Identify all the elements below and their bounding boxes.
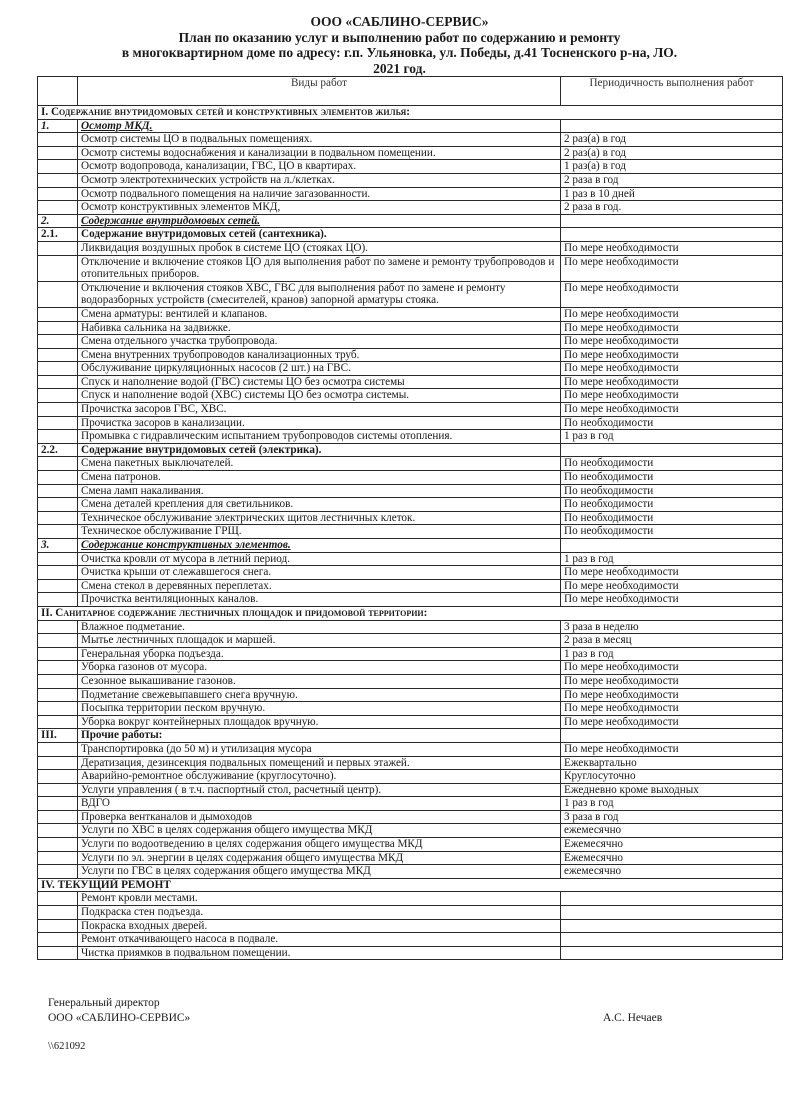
row-number — [38, 201, 78, 215]
signer-name: А.С. Нечаев — [603, 1012, 663, 1024]
work-period: Ежемесячно — [561, 838, 783, 852]
table-row — [38, 933, 783, 947]
subsection-title — [78, 729, 561, 743]
work-period: По мере необходимости — [561, 335, 783, 349]
row-number — [38, 906, 78, 920]
row-number: 3. — [38, 539, 78, 553]
work-description: Обслуживание циркуляционных насосов (2 шт.) на ГВС. — [78, 362, 561, 376]
subsection-label: Содержание внутридомовых сетей. — [81, 214, 261, 227]
row-number: 1. — [38, 119, 78, 133]
bold-row — [38, 729, 783, 743]
table-row — [38, 906, 783, 920]
table-row — [38, 471, 783, 485]
subsection-label: Содержание внутридомовых сетей (сантехника). — [81, 228, 327, 241]
row-number — [38, 742, 78, 756]
work-description: Ликвидация воздушных пробок в системе ЦО (стояках ЦО). — [78, 241, 561, 255]
table-row — [38, 824, 783, 838]
table-row — [38, 457, 783, 471]
table-row — [38, 133, 783, 147]
row-number — [38, 133, 78, 147]
table-row — [38, 579, 783, 593]
table-row — [38, 281, 783, 307]
work-period: По мере необходимости — [561, 281, 783, 307]
work-description: Техническое обслуживание электрических щитов лестничных клеток. — [78, 511, 561, 525]
row-number — [38, 525, 78, 539]
year-line: 2021 год. — [373, 60, 426, 76]
row-number — [38, 797, 78, 811]
table-row — [38, 688, 783, 702]
work-period: 2 раза в месяц — [561, 634, 783, 648]
table-row — [38, 321, 783, 335]
work-period: 1 раз в год — [561, 797, 783, 811]
table-row — [38, 919, 783, 933]
work-description: Отключение и включения стояков ХВС, ГВС для выполнения работ по замене и ремонту водоразборных устройств (смесителей, кранов) запорной арматуры стояка. — [78, 281, 561, 307]
work-period — [561, 933, 783, 947]
table-row — [38, 756, 783, 770]
work-period: По мере необходимости — [561, 241, 783, 255]
document-number: \\621092 — [48, 1041, 86, 1052]
table-row — [38, 647, 783, 661]
sub-row — [38, 119, 783, 133]
section-title: II. Санитарное содержание лестничных площадок и придомовой территории: — [38, 606, 783, 620]
period-cell — [561, 443, 783, 457]
table-row — [38, 593, 783, 607]
table-row — [38, 770, 783, 784]
work-description: Ремонт кровли местами. — [78, 892, 561, 906]
work-description: Осмотр системы ЦО в подвальных помещениях. — [78, 133, 561, 147]
work-description: Смена деталей крепления для светильников. — [78, 498, 561, 512]
section-title: IV. ТЕКУЩИЙ РЕМОНТ — [38, 878, 783, 892]
work-period: По необходимости — [561, 484, 783, 498]
row-number — [38, 620, 78, 634]
section-row — [38, 106, 783, 120]
work-period: 2 раз(а) в год — [561, 146, 783, 160]
row-number — [38, 579, 78, 593]
row-number — [38, 471, 78, 485]
table-row — [38, 335, 783, 349]
work-description: Услуги по водоотведению в целях содержания общего имущества МКД — [78, 838, 561, 852]
row-number — [38, 321, 78, 335]
work-period — [561, 919, 783, 933]
work-period: По мере необходимости — [561, 255, 783, 281]
work-description: Техническое обслуживание ГРЩ. — [78, 525, 561, 539]
subsection-label: Прочие работы: — [81, 729, 163, 742]
table-row — [38, 187, 783, 201]
row-number — [38, 375, 78, 389]
row-number — [38, 702, 78, 716]
row-number — [38, 824, 78, 838]
work-description: Уборка вокруг контейнерных площадок вручную. — [78, 715, 561, 729]
section-title: I. Содержание внутридомовых сетей и конструктивных элементов жилья: — [38, 106, 783, 120]
table-row — [38, 201, 783, 215]
period-cell — [561, 228, 783, 242]
work-description: Мытье лестничных площадок и маршей. — [78, 634, 561, 648]
work-description: Генеральная уборка подъезда. — [78, 647, 561, 661]
work-period: По мере необходимости — [561, 702, 783, 716]
work-period: По мере необходимости — [561, 389, 783, 403]
section-row — [38, 878, 783, 892]
work-period: По мере необходимости — [561, 348, 783, 362]
work-description: Посыпка территории песком вручную. — [78, 702, 561, 716]
row-number — [38, 484, 78, 498]
subsection-title — [78, 214, 561, 228]
work-period: Ежеквартально — [561, 756, 783, 770]
work-period — [561, 946, 783, 960]
row-number — [38, 416, 78, 430]
table-row — [38, 416, 783, 430]
work-period: По необходимости — [561, 416, 783, 430]
work-description: Смена арматуры: вентилей и клапанов. — [78, 307, 561, 321]
work-period: По необходимости — [561, 511, 783, 525]
table-row — [38, 715, 783, 729]
row-number — [38, 241, 78, 255]
work-description: Спуск и наполнение водой (ХВС) системы ЦО без осмотра системы. — [78, 389, 561, 403]
period-cell — [561, 539, 783, 553]
subsection-title — [78, 539, 561, 553]
row-number — [38, 634, 78, 648]
work-description: Смена отдельного участка трубопровода. — [78, 335, 561, 349]
table-row — [38, 498, 783, 512]
work-period: По мере необходимости — [561, 579, 783, 593]
bold-row — [38, 228, 783, 242]
work-period: 3 раза в год — [561, 810, 783, 824]
table-row — [38, 838, 783, 852]
work-description: Влажное подметание. — [78, 620, 561, 634]
work-period: Ежемесячно — [561, 851, 783, 865]
work-description: ВДГО — [78, 797, 561, 811]
work-period: По необходимости — [561, 471, 783, 485]
subsection-label: Содержание внутридомовых сетей (электрика). — [81, 443, 322, 456]
table-row — [38, 307, 783, 321]
work-period: По мере необходимости — [561, 715, 783, 729]
work-period — [561, 906, 783, 920]
work-period: По мере необходимости — [561, 688, 783, 702]
work-description: Отключение и включение стояков ЦО для выполнения работ по замене и ремонту трубопроводов и отопительных приборов. — [78, 255, 561, 281]
work-description: Услуги по ГВС в целях содержания общего имущества МКД — [78, 865, 561, 879]
work-period: Круглосуточно — [561, 770, 783, 784]
row-number — [38, 430, 78, 444]
table-row — [38, 403, 783, 417]
work-description: Осмотр электротехнических устройств на л./клетках. — [78, 173, 561, 187]
work-description: Очистка крыши от слежавшегося снега. — [78, 566, 561, 580]
row-number — [38, 865, 78, 879]
work-period: 3 раза в неделю — [561, 620, 783, 634]
work-description: Уборка газонов от мусора. — [78, 661, 561, 675]
subsection-title — [78, 443, 561, 457]
row-number: 2.2. — [38, 443, 78, 457]
row-number: 2.1. — [38, 228, 78, 242]
bold-row — [38, 443, 783, 457]
work-period: По мере необходимости — [561, 403, 783, 417]
row-number: III. — [38, 729, 78, 743]
table-row — [38, 552, 783, 566]
subsection-label: Содержание конструктивных элементов. — [81, 539, 291, 551]
table-row — [38, 620, 783, 634]
row-number — [38, 756, 78, 770]
row-number — [38, 661, 78, 675]
footer-org: ООО «САБЛИНО-СЕРВИС» — [48, 1012, 191, 1024]
sub-row — [38, 214, 783, 228]
work-period — [561, 892, 783, 906]
row-number: 2. — [38, 214, 78, 228]
row-number — [38, 566, 78, 580]
table-row — [38, 702, 783, 716]
subsection-label: Осмотр МКД. — [81, 119, 153, 132]
table-row — [38, 389, 783, 403]
section-row — [38, 606, 783, 620]
director-title: Генеральный директор — [48, 997, 160, 1009]
period-cell — [561, 729, 783, 743]
works-table — [37, 76, 783, 960]
work-period: ежемесячно — [561, 865, 783, 879]
row-number — [38, 281, 78, 307]
row-number — [38, 552, 78, 566]
table-row — [38, 742, 783, 756]
row-number — [38, 348, 78, 362]
row-number — [38, 173, 78, 187]
row-number — [38, 647, 78, 661]
row-number — [38, 389, 78, 403]
work-description: Смена стекол в деревянных переплетах. — [78, 579, 561, 593]
work-description: Осмотр подвального помещения на наличие загазованности. — [78, 187, 561, 201]
row-number — [38, 255, 78, 281]
work-period: 2 раз(а) в год — [561, 133, 783, 147]
work-description: Осмотр водопровода, канализации, ГВС, ЦО в квартирах. — [78, 160, 561, 174]
row-number — [38, 688, 78, 702]
work-period: По мере необходимости — [561, 674, 783, 688]
table-header-row — [38, 77, 783, 106]
row-number — [38, 187, 78, 201]
period-cell — [561, 214, 783, 228]
row-number — [38, 810, 78, 824]
work-description: Дератизация, дезинсекция подвальных помещений и первых этажей. — [78, 756, 561, 770]
row-number — [38, 457, 78, 471]
table-row — [38, 892, 783, 906]
table-row — [38, 375, 783, 389]
work-description: Подметание свежевыпавшего снега вручную. — [78, 688, 561, 702]
row-number — [38, 838, 78, 852]
work-description: Осмотр конструктивных элементов МКД, — [78, 201, 561, 215]
row-number — [38, 715, 78, 729]
table-row — [38, 146, 783, 160]
table-row — [38, 173, 783, 187]
table-row — [38, 797, 783, 811]
subsection-title — [78, 119, 561, 133]
work-description: Спуск и наполнение водой (ГВС) системы ЦО без осмотра системы — [78, 375, 561, 389]
period-cell — [561, 119, 783, 133]
table-row — [38, 160, 783, 174]
work-description: Очистка кровли от мусора в летний период. — [78, 552, 561, 566]
work-description: Смена внутренних трубопроводов канализационных труб. — [78, 348, 561, 362]
table-row — [38, 566, 783, 580]
sub-row — [38, 539, 783, 553]
table-row — [38, 783, 783, 797]
table-row — [38, 946, 783, 960]
row-number — [38, 783, 78, 797]
row-number — [38, 851, 78, 865]
table-row — [38, 484, 783, 498]
document-header — [0, 14, 799, 76]
row-number — [38, 919, 78, 933]
address-line: в многоквартирном доме по адресу: г.п. Ульяновка, ул. Победы, д.41 Тосненского р-на, ЛО. — [121, 45, 678, 60]
row-number — [38, 146, 78, 160]
table-row — [38, 511, 783, 525]
table-row — [38, 525, 783, 539]
work-description: Сезонное выкашивание газонов. — [78, 674, 561, 688]
work-description: Прочистка засоров ГВС, ХВС. — [78, 403, 561, 417]
header-works: Виды работ — [78, 77, 561, 106]
subsection-title — [78, 228, 561, 242]
row-number — [38, 160, 78, 174]
table-row — [38, 430, 783, 444]
work-period: 2 раза в год. — [561, 201, 783, 215]
work-description: Осмотр системы водоснабжения и канализации в подвальном помещении. — [78, 146, 561, 160]
work-description: Услуги по ХВС в целях содержания общего имущества МКД — [78, 824, 561, 838]
work-period: По мере необходимости — [561, 742, 783, 756]
table-row — [38, 810, 783, 824]
work-period: По мере необходимости — [561, 593, 783, 607]
work-period: По мере необходимости — [561, 321, 783, 335]
work-description: Прочистка засоров в канализации. — [78, 416, 561, 430]
work-description: Услуги по эл. энергии в целях содержания общего имущества МКД — [78, 851, 561, 865]
work-period: По необходимости — [561, 498, 783, 512]
work-period: По необходимости — [561, 457, 783, 471]
work-period: По мере необходимости — [561, 362, 783, 376]
work-description: Покраска входных дверей. — [78, 919, 561, 933]
row-number — [38, 403, 78, 417]
work-description: Подкраска стен подъезда. — [78, 906, 561, 920]
work-description: Прочистка вентиляционных каналов. — [78, 593, 561, 607]
table-row — [38, 362, 783, 376]
table-row — [38, 348, 783, 362]
work-description: Смена пакетных выключателей. — [78, 457, 561, 471]
work-period: ежемесячно — [561, 824, 783, 838]
row-number — [38, 307, 78, 321]
work-period: По мере необходимости — [561, 375, 783, 389]
work-description: Аварийно-ремонтное обслуживание (круглосуточно). — [78, 770, 561, 784]
header-num-cell — [38, 77, 78, 106]
work-period: Ежедневно кроме выходных — [561, 783, 783, 797]
table-row — [38, 851, 783, 865]
work-description: Набивка сальника на задвижке. — [78, 321, 561, 335]
table-row — [38, 661, 783, 675]
work-description: Промывка с гидравлическим испытанием трубопроводов системы отопления. — [78, 430, 561, 444]
row-number — [38, 335, 78, 349]
row-number — [38, 933, 78, 947]
work-period: По мере необходимости — [561, 661, 783, 675]
work-description: Транспортировка (до 50 м) и утилизация мусора — [78, 742, 561, 756]
work-period: 1 раз в год — [561, 647, 783, 661]
work-description: Смена патронов. — [78, 471, 561, 485]
row-number — [38, 770, 78, 784]
table-row — [38, 241, 783, 255]
work-period: 1 раз в год — [561, 430, 783, 444]
work-period: По мере необходимости — [561, 307, 783, 321]
work-description: Услуги управления ( в т.ч. паспортный стол, расчетный центр). — [78, 783, 561, 797]
table-row — [38, 865, 783, 879]
table-row — [38, 634, 783, 648]
work-period: По мере необходимости — [561, 566, 783, 580]
work-period: 2 раза в год — [561, 173, 783, 187]
work-period: 1 раз(а) в год — [561, 160, 783, 174]
work-period: 1 раз в год — [561, 552, 783, 566]
company-name: ООО «САБЛИНО-СЕРВИС» — [310, 14, 489, 29]
work-period: 1 раз в 10 дней — [561, 187, 783, 201]
row-number — [38, 946, 78, 960]
table-row — [38, 255, 783, 281]
work-description: Проверка вентканалов и дымоходов — [78, 810, 561, 824]
table-row — [38, 674, 783, 688]
plan-title: План по оказанию услуг и выполнению работ по содержанию и ремонту — [178, 29, 621, 45]
row-number — [38, 362, 78, 376]
row-number — [38, 892, 78, 906]
row-number — [38, 511, 78, 525]
work-description: Смена ламп накаливания. — [78, 484, 561, 498]
row-number — [38, 593, 78, 607]
row-number — [38, 674, 78, 688]
row-number — [38, 498, 78, 512]
work-description: Ремонт откачивающего насоса в подвале. — [78, 933, 561, 947]
header-period: Периодичность выполнения работ — [561, 77, 783, 106]
work-description: Чистка приямков в подвальном помещении. — [78, 946, 561, 960]
work-period: По необходимости — [561, 525, 783, 539]
